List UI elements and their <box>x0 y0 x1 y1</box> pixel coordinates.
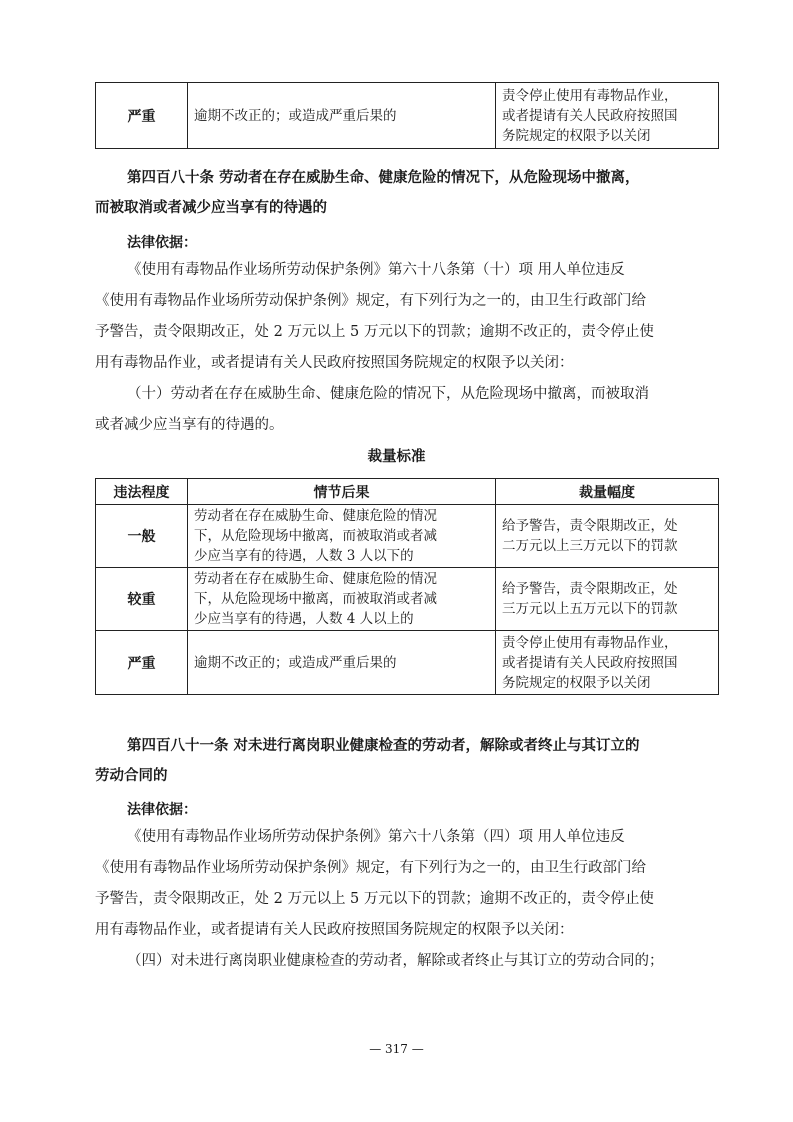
column-header: 违法程度 <box>96 479 188 505</box>
item-line: （四）对未进行离岗职业健康检查的劳动者，解除或者终止与其订立的劳动合同的； <box>127 953 664 969</box>
level-cell: 严重 <box>96 631 188 695</box>
penalty-line: 务院规定的权限予以关闭 <box>502 127 651 144</box>
penalty-line: 二万元以上三万元以下的罚款 <box>502 538 678 554</box>
discretion-table <box>95 478 719 695</box>
consequence-cell <box>188 568 496 631</box>
item-line: （十）劳动者在存在威胁生命、健康危险的情况下，从危险现场中撤离，而被取消 <box>127 386 649 402</box>
penalty-line: 给予警告，责令限期改正，处 <box>502 518 678 534</box>
table-row <box>96 505 719 568</box>
basis-line: 予警告，责令限期改正，处 2 万元以上 5 万元以下的罚款；逾期不改正的，责令停止使 <box>95 891 654 907</box>
table-title: 裁量标准 <box>367 449 426 465</box>
basis-line: 用有毒物品作业，或者提请有关人民政府按照国务院规定的权限予以关闭： <box>95 355 574 371</box>
penalty-cell <box>496 568 719 631</box>
basis-line: 《使用有毒物品作业场所劳动保护条例》第六十八条第（四）项 用人单位违反 <box>127 829 625 845</box>
top-table <box>95 82 719 149</box>
basis-line: 《使用有毒物品作业场所劳动保护条例》规定，有下列行为之一的，由卫生行政部门给 <box>95 293 646 309</box>
penalty-line: 或者提请有关人民政府按照国 <box>502 107 678 124</box>
penalty-line: 三万元以上五万元以下的罚款 <box>502 601 678 617</box>
consequence-line: 劳动者在存在威胁生命、健康危险的情况 <box>194 508 437 524</box>
basis-line: 《使用有毒物品作业场所劳动保护条例》第六十八条第（十）项 用人单位违反 <box>127 262 625 278</box>
consequence-cell: 逾期不改正的；或造成严重后果的 <box>188 83 496 149</box>
legal-basis-text <box>95 255 705 441</box>
penalty-line: 或者提请有关人民政府按照国 <box>502 654 678 671</box>
legal-basis-label: 法律依据： <box>127 235 197 251</box>
level-cell: 一般 <box>96 505 188 568</box>
page-number: — 317 — <box>369 1042 424 1056</box>
column-header: 情节后果 <box>188 479 496 505</box>
penalty-cell <box>496 83 719 149</box>
penalty-line: 给予警告，责令限期改正，处 <box>502 581 678 597</box>
heading-line: 第四百八十条 劳动者在存在威胁生命、健康危险的情况下，从危险现场中撤离， <box>127 170 640 186</box>
penalty-cell <box>496 631 719 695</box>
consequence-line: 少应当享有的待遇，人数 3 人以下的 <box>194 548 414 564</box>
column-header: 裁量幅度 <box>496 479 719 505</box>
basis-line: 《使用有毒物品作业场所劳动保护条例》规定，有下列行为之一的，由卫生行政部门给 <box>95 860 646 876</box>
consequence-line: 下，从危险现场中撤离，而被取消或者减 <box>194 591 437 607</box>
consequence-line: 少应当享有的待遇，人数 4 人以上的 <box>194 611 414 627</box>
legal-basis-label: 法律依据： <box>127 802 197 818</box>
penalty-line: 责令停止使用有毒物品作业， <box>502 634 678 651</box>
consequence-cell <box>188 505 496 568</box>
table-header-row <box>96 479 719 505</box>
item-line: 或者减少应当享有的待遇的。 <box>95 417 284 433</box>
level-cell: 严重 <box>96 83 188 149</box>
basis-line: 用有毒物品作业，或者提请有关人民政府按照国务院规定的权限予以关闭： <box>95 922 574 938</box>
penalty-line: 务院规定的权限予以关闭 <box>502 674 651 691</box>
consequence-line: 下，从危险现场中撤离，而被取消或者减 <box>194 528 437 544</box>
consequence-cell: 逾期不改正的；或造成严重后果的 <box>188 631 496 695</box>
heading-line: 而被取消或者减少应当享有的待遇的 <box>95 200 327 216</box>
basis-line: 予警告，责令限期改正，处 2 万元以上 5 万元以下的罚款；逾期不改正的，责令停止使 <box>95 324 654 340</box>
table-row <box>96 631 719 695</box>
heading-line: 第四百八十一条 对未进行离岗职业健康检查的劳动者，解除或者终止与其订立的 <box>127 738 640 754</box>
legal-basis-text <box>95 822 705 977</box>
level-cell: 较重 <box>96 568 188 631</box>
table-row <box>96 568 719 631</box>
penalty-line: 责令停止使用有毒物品作业， <box>502 87 678 104</box>
consequence-line: 劳动者在存在威胁生命、健康危险的情况 <box>194 571 437 587</box>
article-481-heading <box>95 731 720 791</box>
heading-line: 劳动合同的 <box>95 768 168 784</box>
penalty-cell <box>496 505 719 568</box>
table-row <box>96 83 719 149</box>
article-480-heading <box>95 163 720 223</box>
